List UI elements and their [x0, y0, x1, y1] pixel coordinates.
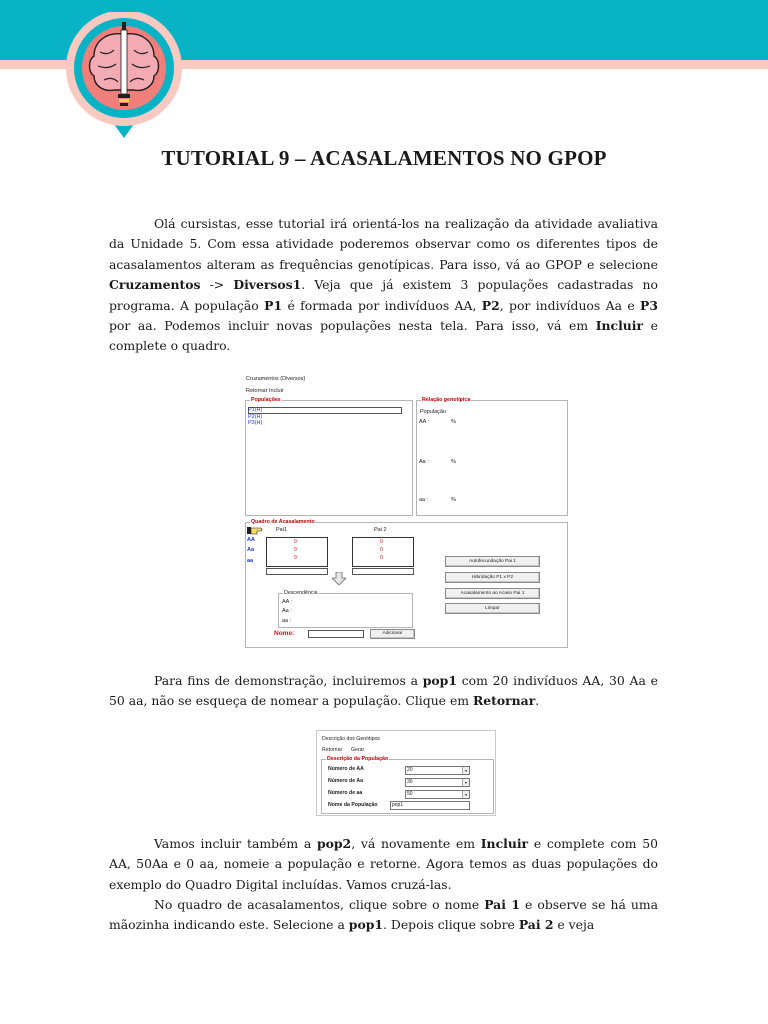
- chevron-down-icon: ▾: [462, 767, 469, 774]
- numero-aa-lower-label: Número de aa: [328, 790, 363, 796]
- pai2-name-field[interactable]: [352, 568, 414, 575]
- relacao-aa-mixed: Aa :: [419, 459, 429, 465]
- descendencia-aa-mixed: Aa :: [282, 608, 292, 614]
- descricao-genotipos-window: [316, 730, 496, 816]
- paragraph-pop2: Vamos incluir também a pop2, vá novamente em Incluir e complete com 50 AA, 50Aa e 0 aa, nomeie a população e retorne. Agora temos as duas populações do exemplo do Quadro Digital incluídas. Vamos cruzá-las.: [109, 836, 658, 892]
- nome-input[interactable]: [308, 630, 364, 638]
- numero-aa-mixed-select[interactable]: 30 ▾: [405, 778, 470, 787]
- numero-aa-mixed-label: Número de Aa: [328, 778, 363, 784]
- pai2-box[interactable]: [352, 537, 414, 567]
- numero-aa-upper-label: Número de AA: [328, 766, 364, 772]
- descricao-populacao-title: Descrição da População: [327, 756, 389, 762]
- descendencia-aa-lower: aa :: [282, 618, 292, 624]
- quadro-acasalamento-group: [245, 519, 568, 648]
- menu-retornar[interactable]: Retornar: [322, 747, 343, 753]
- numero-aa-upper-select[interactable]: 20 ▾: [405, 766, 470, 775]
- descendencia-title: Descendência: [284, 590, 318, 596]
- nome-populacao-label: Nome da População: [328, 802, 378, 808]
- populacoes-group: [245, 397, 413, 516]
- percent-sign: %: [451, 497, 456, 503]
- nome-populacao-input[interactable]: pop1: [390, 801, 470, 810]
- percent-sign: %: [451, 419, 456, 425]
- paragraph-quadro: No quadro de acasalamentos, clique sobre o nome Pai 1 e observe se há uma mãozinha indicando este. Selecione a pop1. Depois clique sobre Pai 2 e veja: [109, 897, 659, 933]
- adicionar-button[interactable]: Adicionar: [370, 629, 415, 639]
- relacao-aa-upper: AA :: [419, 419, 430, 425]
- genotype-aa-upper: AA: [247, 537, 255, 543]
- quadro-title: Quadro de Acasalamento: [251, 519, 315, 525]
- genotype-aa-lower: aa: [247, 558, 254, 564]
- menu-incluir[interactable]: Incluir: [269, 388, 284, 394]
- pai2-count: 0: [380, 555, 383, 561]
- pai1-name-field[interactable]: [266, 568, 328, 575]
- descendencia-aa-upper: AA :: [282, 599, 293, 605]
- hibridacao-button[interactable]: Hibridação P1 x P2: [445, 572, 540, 583]
- chevron-down-icon: ▾: [462, 779, 469, 786]
- relacao-group: [416, 397, 568, 516]
- populacoes-title: Populações: [251, 397, 281, 403]
- percent-sign: %: [451, 459, 456, 465]
- nome-label: Nome:: [274, 630, 295, 637]
- pai1-box[interactable]: [266, 537, 328, 567]
- descricao-populacao-group: [321, 756, 494, 814]
- menu-retornar[interactable]: Retornar: [246, 388, 268, 394]
- populacao-item[interactable]: P1(H): [248, 407, 263, 413]
- pai1-count: 0: [294, 547, 297, 553]
- brain-lightbulb-icon: [64, 12, 184, 142]
- pai2-count: 0: [380, 539, 383, 545]
- limpar-button[interactable]: Limpar: [445, 603, 540, 614]
- pai1-count: 0: [294, 539, 297, 545]
- relacao-header: População: [420, 409, 446, 415]
- numero-aa-lower-select[interactable]: 50 ▾: [405, 790, 470, 799]
- autofecundacao-button[interactable]: Autofecundação Pai 1: [445, 556, 540, 567]
- populacao-item[interactable]: P2(H): [248, 414, 263, 420]
- acasalamento-acaso-button[interactable]: Acasalamento ao Acaso Pai 1: [445, 588, 540, 599]
- pai2-count: 0: [380, 547, 383, 553]
- window-title: Descrição dos Genótipos: [322, 736, 380, 742]
- cruzamentos-window: [243, 372, 569, 648]
- paragraph-demo: Para fins de demonstração, incluiremos a pop1 com 20 indivíduos AA, 30 Aa e 50 aa, não se esqueça de nomear a população. Clique em Retornar.: [109, 673, 658, 709]
- relacao-title: Relação genotípica: [422, 397, 471, 403]
- page-title: TUTORIAL 9 – ACASALAMENTOS NO GPOP: [161, 146, 607, 170]
- down-arrow-icon: [332, 572, 346, 585]
- pai1-count: 0: [294, 555, 297, 561]
- populacoes-selected-row[interactable]: [248, 407, 402, 414]
- descendencia-group: [278, 590, 413, 628]
- paragraph-intro: Olá cursistas, esse tutorial irá orientá-los na realização da atividade avaliativa da Unidade 5. Com essa atividade poderemos observar como os diferentes tipos de acasalamentos alteram as frequências genotípicas. Para isso, vá ao GPOP e selecione Cruzamentos -> Diversos1. Veja que já existem 3 populações cadastradas no programa. A população P1 é formada por indivíduos AA, P2, por indivíduos Aa e P3 por aa. Podemos incluir novas populações nesta tela. Para isso, vá em Incluir e complete o quadro.: [109, 216, 658, 354]
- relacao-aa-lower: aa :: [419, 497, 429, 503]
- genotype-aa-mixed: Aa: [247, 547, 255, 553]
- pai1-label[interactable]: Pai1: [276, 527, 288, 533]
- window-title: Cruzamentos (Diversos): [246, 376, 306, 382]
- hand-pointer-icon: [247, 526, 263, 535]
- populacao-item[interactable]: P3(H): [248, 420, 263, 426]
- menu-gerar[interactable]: Gerar: [351, 747, 365, 753]
- chevron-down-icon: ▾: [462, 791, 469, 798]
- pai2-label[interactable]: Pai 2: [374, 527, 387, 533]
